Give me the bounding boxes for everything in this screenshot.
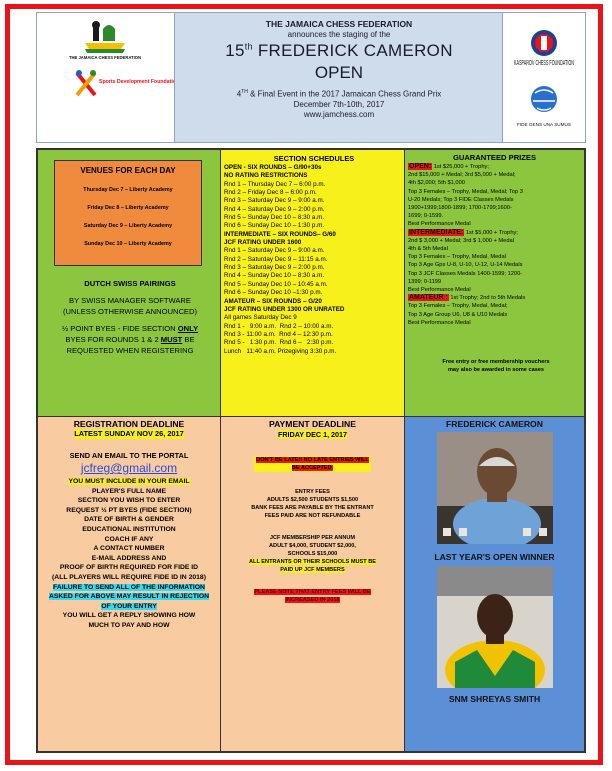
prize-line: Top 3 Age Group U6, U8 & U10 Medals — [408, 311, 508, 318]
registration-cell — [37, 416, 221, 752]
prize-line: Best Performance Medal — [408, 221, 471, 228]
intermediate-prize-line: INTERMEDIATE: 1st $5,000 + Trophy; — [409, 228, 518, 236]
schedule-round: Rnd 6 – Sunday Dec 10 – 1:30 p.m. — [224, 222, 325, 230]
requirement-item: EDUCATIONAL INSTITUTION — [82, 525, 176, 533]
venue-item: Friday Dec 8 – Liberty Academy — [87, 205, 169, 211]
schedule-round: Rnd 1 – Saturday Dec 9 – 9:00 a.m. — [224, 247, 325, 255]
send-email-line: SEND AN EMAIL TO THE PORTAL — [69, 451, 189, 460]
prize-line: Top 3 Females – Trophy, Medal, Medal; — [408, 303, 508, 310]
requirement-item: A CONTACT NUMBER — [93, 545, 165, 553]
prize-line: 4th & 5th Medal — [408, 246, 448, 253]
header-right-logos — [502, 13, 585, 142]
failure-warning: FAILURE TO SEND ALL OF THE INFORMATION ASKED FOR ABOVE MAY RESULT IN REJECTION OF YOUR ENTRY — [48, 583, 210, 610]
voucher-note: Free entry or free membership vouchers may also be awarded in some cases — [442, 359, 550, 373]
requirement-item: REQUEST ½ PT BYES (FIDE SECTION) — [66, 506, 192, 514]
membership-title: JCF MEMBERSHIP PER ANNUM — [269, 535, 356, 541]
schedule-round: Rnd 3 – Saturday Dec 9 – 9:00 a.m. — [224, 197, 325, 205]
schedule-round: Rnd 3 – Saturday Dec 9 – 2:00 p.m. — [224, 264, 325, 272]
sponsor-logos-right — [503, 13, 585, 142]
header — [36, 12, 586, 143]
schedule-round: Rnd 4 – Sunday Dec 10 – 8:30 a.m. — [224, 272, 325, 280]
pairings-note: (UNLESS OTHERWISE ANNOUNCED) — [62, 307, 198, 316]
last-year-winner-label: LAST YEAR'S OPEN WINNER — [434, 552, 555, 562]
schedule-round: Rnd 5 – Sunday Dec 10 – 10:45 a.m. — [224, 280, 328, 288]
fide-logo-text: FIDE GENS UNA SUMUS — [517, 122, 571, 127]
kasparov-logo-text: KASPAROV CHESS FOUNDATION — [514, 58, 574, 67]
prize-line: 1900+1999;1800-1899; 1700-1799;1600- — [408, 205, 512, 212]
event-title-line2: OPEN — [314, 63, 364, 82]
sponsor-logos-left — [37, 13, 174, 142]
bank-fees-note: BANK FEES ARE PAYABLE BY THE ENTRANT — [251, 505, 374, 511]
requirement-item: PLAYER'S FULL NAME — [91, 487, 167, 495]
amateur-section-sub: JCF RATING UNDER 1300 OR UNRATED — [224, 305, 345, 313]
jcf-logo-text: THE JAMAICA CHESS FEDERATION — [68, 55, 142, 60]
prizes-title: GUARANTEED PRIZES — [452, 153, 537, 162]
registration-title: REGISTRATION DEADLINE — [73, 419, 185, 429]
winner-name: SNM SHREYAS SMITH — [448, 694, 541, 704]
entry-fees-amounts: ADULTS $2,500 STUDENTS $1,500 — [266, 497, 359, 503]
prize-line: Best Performance Medal — [408, 287, 471, 294]
prize-line: 2nd $15,000 + Medal; 3rd $5,000 + Medal; — [408, 172, 516, 179]
registration-email-link[interactable]: jcfreg@gmail.com — [80, 461, 178, 475]
paid-up-note: ALL ENTRANTS OR THEIR SCHOOLS MUST BE PAID UP JCF MEMBERS — [248, 559, 376, 573]
schedules-title: SECTION SCHEDULES — [273, 154, 355, 163]
venues-box — [54, 160, 202, 266]
header-title-block — [175, 13, 503, 142]
schedule-round: Rnd 1 – Thursday Dec 7 – 6:00 p.m. — [224, 180, 326, 188]
prize-line: Top 3 Females – Trophy, Medal, Medal — [408, 254, 506, 261]
venues-title: VENUES FOR EACH DAY — [80, 166, 176, 175]
requirement-item: COACH IF ANY — [104, 535, 154, 543]
must-include-line: YOU MUST INCLUDE IN YOUR EMAIL — [68, 478, 190, 485]
venues-cell — [37, 149, 221, 417]
prize-line: Top 3 Age Gps U-8, U-10, U-12, U-14 Medals — [408, 262, 523, 269]
cameron-title: FREDERICK CAMERON — [446, 419, 543, 429]
prize-line: Best Performance Medal — [408, 319, 471, 326]
membership-amounts: ADULT $4,000, STUDENT $2,000, — [269, 543, 356, 549]
byes-line-3: REQUESTED WHEN REGISTERING — [66, 346, 194, 355]
prize-line: 2nd $ 3,000 + Medal; 3rd $ 1,000 + Medal — [408, 237, 514, 244]
membership-schools: SCHOOLS $15,000 — [287, 551, 338, 557]
federation-name: THE JAMAICA CHESS FEDERATION — [265, 19, 413, 29]
byes-line-1: ½ POINT BYES - FIDE SECTION ONLY — [61, 324, 199, 333]
cameron-photo — [437, 432, 553, 544]
jcf-logo — [69, 21, 141, 60]
grand-prix-line: 4TH & Final Event in the 2017 Jamaican Chess Grand Prix — [236, 89, 442, 99]
event-title: 15th FREDERICK CAMERON — [225, 41, 453, 60]
reply-line-2: MUCH TO PAY AND HOW — [88, 621, 170, 629]
registration-deadline: LATEST SUNDAY NOV 26, 2017 — [74, 429, 184, 438]
schedule-round: Lunch 11:40 a.m. Prizegiving 3:30 p.m. — [224, 347, 337, 355]
event-dates: December 7th-10th, 2017 — [293, 99, 385, 109]
venue-item: Thursday Dec 7 – Liberty Academy — [83, 187, 173, 193]
schedule-round: Rnd 5 – Sunday Dec 10 – 8:30 a.m. — [224, 214, 325, 222]
announces-line: announces the staging of the — [287, 30, 391, 39]
header-left-logos — [37, 13, 175, 142]
pairings-software: BY SWISS MANAGER SOFTWARE — [69, 296, 191, 305]
intermediate-section-sub: JCF RATING UNDER 1600 — [224, 239, 302, 247]
open-prize-line: OPEN: 1st $25,000 + Trophy; — [409, 163, 489, 170]
requirement-item: E-MAIL ADDRESS AND — [91, 554, 167, 562]
late-warning: DON'T BE LATE!! NO LATE ENTRIES WILL BE ACCEPTED. — [256, 457, 369, 471]
prize-line: U-20 Medals; Top 3 FIDE Classes Medals — [408, 196, 514, 203]
byes-line-2: BYES FOR ROUNDS 1 & 2 MUST BE — [65, 335, 195, 344]
kasparov-logo — [514, 30, 574, 67]
schedule-round: Rnd 5 - 1:30 p.m. Rnd 6 – 2:30 p.m. — [224, 339, 334, 347]
payment-title: PAYMENT DEADLINE — [269, 419, 356, 429]
schedules-cell — [220, 149, 405, 417]
venue-item: Sunday Dec 10 – Liberty Academy — [84, 241, 172, 247]
schedule-round: Rnd 2 – Saturday Dec 9 – 11:15 a.m. — [224, 255, 328, 263]
winner-cell — [404, 416, 585, 752]
open-section-head: OPEN - SIX ROUNDS – G/90+30s — [224, 164, 322, 171]
sdf-logo-text: Sports Development Foundation — [99, 79, 174, 85]
open-section-sub: NO RATING RESTRICTIONS — [224, 172, 308, 180]
amateur-prize-line: AMATEUR : 1st Trophy; 2nd to 5th Medals — [409, 294, 526, 302]
amateur-all-games: All games Saturday Dec 9 — [224, 314, 297, 322]
schedule-round: Rnd 2 – Friday Dec 8 – 6:00 p.m. — [224, 189, 317, 197]
refund-note: FEES PAID ARE NOT REFUNDABLE — [264, 513, 361, 519]
prize-line: 4th $2,000; 5th $1,000 — [408, 180, 465, 187]
prize-line: Top 3 JCF Classes Medals 1400-1599; 1200- — [408, 270, 523, 277]
fee-increase-note: PLEASE NOTE THAT ENTRY FEES WILL BE INCREASED IN 2018 — [254, 589, 371, 603]
prize-line: Top 3 Females – Trophy, Medal, Medal; Top 3 — [408, 188, 523, 195]
schedule-round: Rnd 4 – Saturday Dec 9 – 2:00 p.m. — [224, 205, 325, 213]
intermediate-section-head: INTERMEDIATE – SIX ROUNDS– G/60 — [224, 230, 336, 238]
reply-line-1: YOU WILL GET A REPLY SHOWING HOW — [62, 612, 196, 620]
schedule-round: Rnd 1 - 9:00 a.m. Rnd 2 – 10:00 a.m. — [224, 322, 334, 330]
amateur-section-head: AMATEUR – SIX ROUNDS – G/20 — [224, 297, 322, 305]
payment-cell — [220, 416, 405, 752]
info-grid — [36, 148, 586, 753]
pairings-info — [42, 278, 218, 356]
prize-line: 1399; 0-1199 — [408, 278, 442, 285]
prize-line: 1699; 0-1599. — [408, 213, 444, 220]
payment-deadline: FRIDAY DEC 1, 2017 — [277, 430, 348, 439]
sdf-logo — [76, 70, 174, 95]
winner-photo — [437, 566, 553, 688]
requirement-item: SECTION YOU WISH TO ENTER — [77, 497, 181, 505]
schedule-round: Rnd 6 – Sunday Dec 10 –1:30 p.m. — [224, 289, 323, 297]
fide-logo — [517, 86, 571, 127]
schedule-round: Rnd 3 - 11:00 a.m. Rnd 4 – 12:30 p.m. — [224, 330, 333, 338]
pairings-title: DUTCH SWISS PAIRINGS — [84, 279, 176, 288]
website-link[interactable]: www.jamchess.com — [303, 109, 375, 119]
venue-item: Saturday Dec 9 – Liberty Academy — [83, 223, 173, 229]
requirement-item: DATE OF BIRTH & GENDER — [84, 516, 174, 524]
requirement-item: (ALL PLAYERS WILL REQUIRE FIDE ID IN 2018) — [52, 573, 206, 581]
prizes-cell — [404, 149, 585, 417]
requirement-item: PROOF OF BIRTH REQUIRED FOR FIDE ID — [59, 564, 199, 572]
entry-fees-title: ENTRY FEES — [295, 489, 330, 495]
